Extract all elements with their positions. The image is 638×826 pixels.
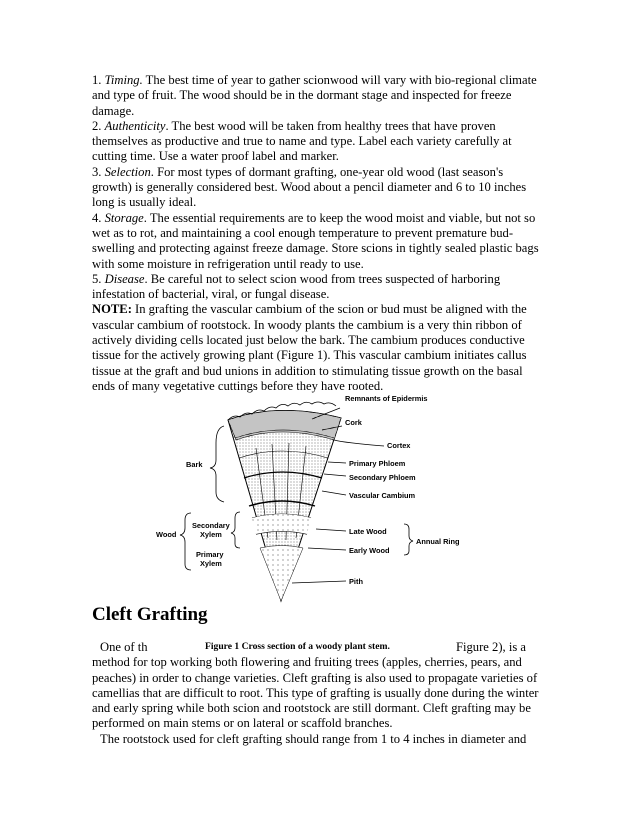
paragraph-text: method for top working both flowering and fruiting trees (apples, cherries, pears, and peaches) in order to change varieties. Cleft grafting is also used to propagate varieties of camellias that are difficult to root. This type of grafting is usually done during the winter and early spring while both scion and rootstock are still dormant. Cleft grafting may be performed on main stems or on lateral or scaffold branches. <box>92 655 539 731</box>
leader-line <box>316 529 346 531</box>
secondary-xylem-brace <box>231 512 240 548</box>
leader-line <box>308 548 346 550</box>
line1-left-fragment: One of th <box>100 640 148 654</box>
bark-brace <box>210 426 224 502</box>
label-primary: Primary <box>196 550 224 559</box>
list-item <box>92 211 544 272</box>
list-item <box>92 73 544 119</box>
item-text: The best time of year to gather scionwood will vary with bio-regional climate and type of fruit. The wood should be in the dormant stage and inspected for freeze damage. <box>92 73 537 118</box>
label-secondary: Secondary <box>192 521 230 530</box>
leader-line <box>322 491 346 495</box>
item-title: Storage <box>104 210 144 225</box>
bottom-text <box>92 640 544 747</box>
item-title: Timing. <box>104 73 143 87</box>
label-secondary-phloem: Secondary Phloem <box>349 473 416 482</box>
label-primary-phloem: Primary Phloem <box>349 459 406 468</box>
label-secondary-xylem: Xylem <box>200 530 222 539</box>
note-text: In grafting the vascular cambium of the scion or bud must be aligned with the vascular cambium of rootstock. In woody plants the cambium is a very thin ribbon of actively dividing cells located just below the bark. The cambium produces conductive tissue for the actively growing plant (Figure 1). This vascular cambium initiates callus tissue at the graft and bud unions in addition to stimulating tissue growth on the basal ends of many vegetative cuttings before they have rooted. <box>92 302 527 393</box>
label-late-wood: Late Wood <box>349 527 387 536</box>
item-text: . For most types of dormant grafting, one-year old wood (last season's growth) is generally considered best. Wood about a pencil diameter and 6 to 10 inches long is usually ideal. <box>92 164 527 210</box>
list-item <box>92 119 544 165</box>
label-bark: Bark <box>186 460 203 469</box>
item-number: 2. <box>92 118 105 133</box>
note-paragraph <box>92 302 544 394</box>
stem-diagram <box>156 388 476 590</box>
early-wood-band <box>252 514 311 534</box>
label-wood: Wood <box>156 530 177 539</box>
wood-brace <box>180 513 191 570</box>
label-cortex: Cortex <box>387 441 411 450</box>
leader-line <box>324 474 346 476</box>
leader-line <box>328 462 346 463</box>
item-number: 3. <box>92 164 105 179</box>
label-primary-xylem: Xylem <box>200 559 222 568</box>
line1-right-fragment: Figure 2), is a <box>456 640 526 654</box>
item-text: . Be careful not to select scion wood from trees suspected of harboring infestation of bacterial, viral, or fungal disease. <box>92 271 501 302</box>
item-number: 5. <box>92 271 105 286</box>
label-early-wood: Early Wood <box>349 546 390 555</box>
list-item <box>92 272 544 303</box>
stem-cross-section-figure <box>156 388 476 590</box>
item-title: Authenticity <box>104 118 166 133</box>
figure-caption: Figure 1 Cross section of a woody plant stem. <box>205 641 390 652</box>
section-heading: Cleft Grafting <box>92 604 208 625</box>
item-text: . The essential requirements are to keep the wood moist and viable, but not so wet as to rot, and maintaining a cool enough temperature to prevent premature bud-swelling and protecting against freeze damage. Store scions in tightly sealed plastic bags with some moisture in refrigeration until ready to use. <box>92 210 539 271</box>
item-text: . The best wood will be taken from healthy trees that have proven themselves as productive and true to name and type. Label each variety carefully at cutting time. Use a water proof label and marker. <box>92 118 512 164</box>
pith-region <box>260 546 303 602</box>
label-pith: Pith <box>349 577 363 586</box>
annual-ring-brace <box>404 524 413 555</box>
item-number: 4. <box>92 210 105 225</box>
label-cork: Cork <box>345 418 362 427</box>
main-text <box>92 73 544 394</box>
note-label: NOTE: <box>92 302 132 317</box>
item-title: Disease <box>104 271 145 286</box>
leader-line <box>334 440 384 446</box>
list-item <box>92 165 544 211</box>
label-annual-ring: Annual Ring <box>416 537 460 546</box>
paragraph-text: The rootstock used for cleft grafting should range from 1 to 4 inches in diameter and <box>100 731 527 746</box>
item-number: 1. <box>92 73 105 87</box>
item-title: Selection <box>104 164 151 179</box>
label-remnants-of-epidermis: Remnants of Epidermis <box>345 394 428 403</box>
leader-line <box>292 581 346 583</box>
label-vascular-cambium: Vascular Cambium <box>349 491 416 500</box>
